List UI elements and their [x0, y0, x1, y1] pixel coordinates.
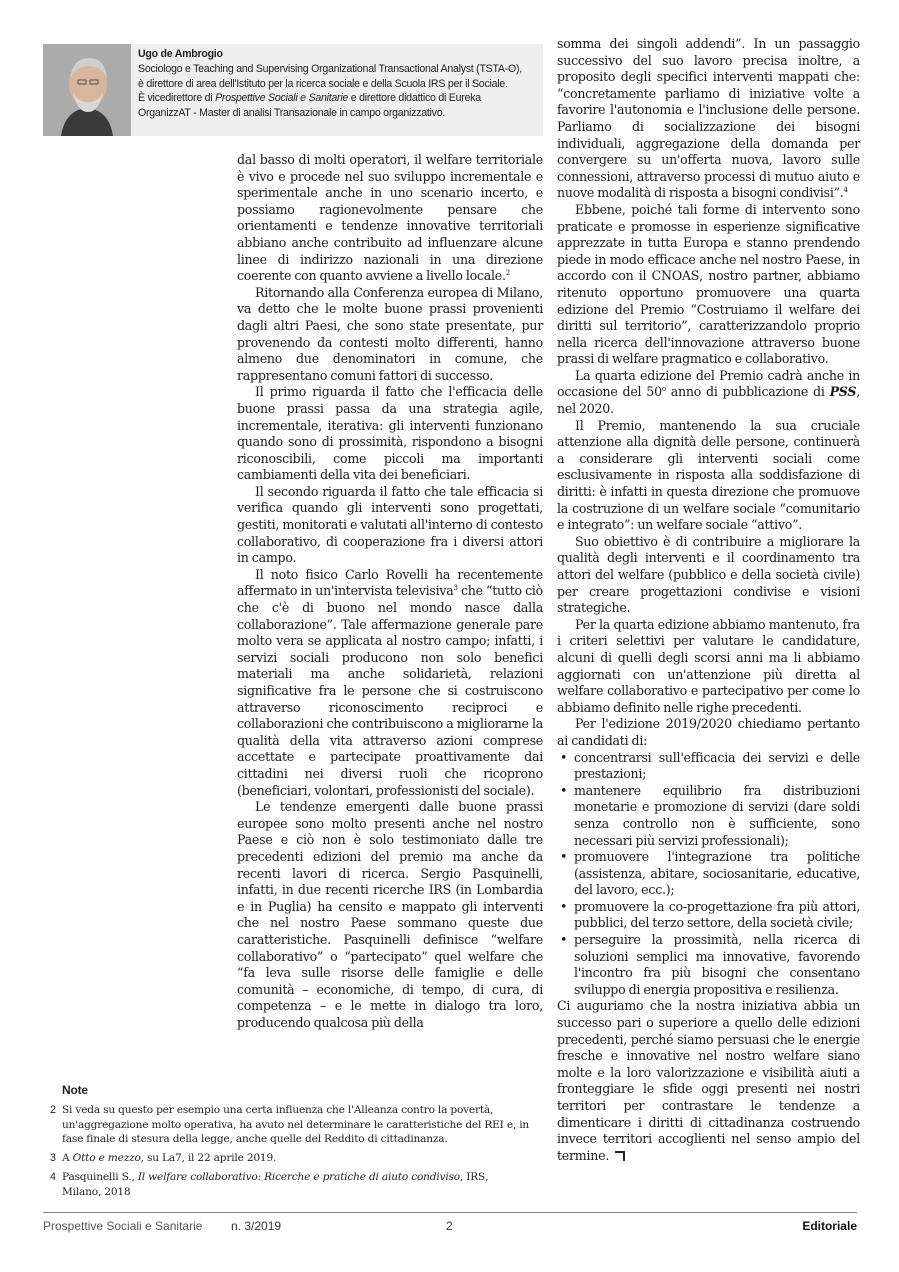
- author-photo: [43, 44, 131, 136]
- article-right-column: [557, 36, 860, 1164]
- criteria-list: [557, 750, 860, 999]
- paragraph: Ritornando alla Conferenza europea di Milano, va detto che le molte buone prassi provenienti dagli altri Paesi, che sono state presentate, pur provenendo da contesti molto differenti, hanno almeno due denominatori in comune, che rappresentano comuni fattori di successo.: [237, 284, 543, 383]
- paragraph: dal basso di molti operatori, il welfare territoriale è vivo e procede nel suo sviluppo incrementale e sperimentale anche in uno scenario incerto, e possiamo ragionevolmente pensare che orientamenti e tendenze innovative territoriali abbiano anche contribuito ad influenzare alcune linee di indirizzo nazionali in una direzione coerente con quanto avviene a livello locale.$^2$: [237, 152, 543, 284]
- footnote: 3 A Otto e mezzo, su La7, il 22 aprile 2019.: [50, 1152, 277, 1165]
- bullet-icon: •: [560, 849, 568, 865]
- paragraph: Suo obiettivo è di contribuire a migliorare la qualità degli interventi e il coordinamento tra attori del welfare (pubblico e della società civile) per creare progettazioni condivise e visioni strategiche.: [557, 533, 860, 616]
- footnote-ref: 4: [843, 186, 848, 195]
- author-bio-box: [43, 44, 543, 136]
- author-name: Ugo de Ambrogio: [138, 48, 223, 60]
- list-item: • perseguire la prossimità, nella ricerca di soluzioni semplici ma innovative, favorendo l'incontro fra più bisogni che consentano sviluppo di energia propositiva e resilienza.: [560, 932, 860, 997]
- footer-divider: [43, 1212, 857, 1213]
- paragraph: Il noto fisico Carlo Rovelli ha recentemente affermato in un'intervista televisiva$^3$ che “tutto ciò che c'è di buono nel mondo nasce dalla collaborazione”. Tale affermazione generale pare molto vera se applicata al nostro campo; infatti, i servizi sociali producono non solo benefici materiali ma anche solidarietà, relazioni significative fra le persone che si costruiscono attraverso riconoscimento reciproci e collaborazioni che contribuiscono a migliorarne la qualità della vita attraverso azioni comprese accettate e partecipate proattivamente dai cittadini nei diversi ruoli che ricoprono (beneficiari, volontari, professionisti del sociale).: [237, 566, 543, 798]
- footer-issue: n. 3/2019: [231, 1219, 282, 1233]
- paragraph: Il Premio, mantenendo la sua cruciale attenzione alla dignità delle persone, continuerà a considerare gli interventi sociali come esclusivamente in risposta alla soddisfazione di diritti: è infatti in questa direzione che promuove la costruzione di un welfare sociale “comunitario e integrato”: un welfare sociale “attivo”.: [557, 417, 860, 533]
- paragraph: Il secondo riguarda il fatto che tale efficacia si verifica quando gli interventi sono progettati, gestiti, monitorati e valutati all'interno di contesto collaborativo, di cooperazione fra i diversi attori in campo.: [237, 483, 543, 566]
- footnote: 2 Si veda su questo per esempio una certa influenza che l'Alleanza contro la povertà, un'aggregazione molto operativa, ha avuto nel determinare le caratteristiche del REI e, in fase finale di stesura della legge, anche quelle del Reddito di cittadinanza.: [50, 1104, 530, 1145]
- footnote-ref: 3: [453, 584, 458, 593]
- paragraph: Ebbene, poiché tali forme di intervento sono praticate e promosse in esperienze significative apprezzate in tutta Europa e stanno prendendo piede in modo efficace anche nel nostro Paese, in accordo con il CNOAS, nostro partner, abbiamo ritenuto opportuno promuovere una quarta edizione del Premio “Costruiamo il welfare dei diritti sul territorio”, caratterizzandolo proprio nella ricerca dell'innovazione attraverso buone prassi di welfare pragmatico e collaborativo.: [557, 201, 860, 367]
- footer-section: Editoriale: [802, 1219, 857, 1233]
- paragraph: Il primo riguarda il fatto che l'efficacia delle buone prassi passa da una strategia agile, incrementale, iterativa: gli interventi funzionano quando sono di prossimità, rispondono a bisogni riconoscibili, come piccoli ma importanti cambiamenti della vita dei beneficiari.: [237, 384, 543, 483]
- bullet-icon: •: [560, 898, 568, 914]
- paragraph: Ci auguriamo che la nostra iniziativa abbia un successo pari o superiore a quello delle edizioni precedenti, perché siamo persuasi che le energie fresche e innovative nel nostro welfare siano molte e la loro valorizzazione e visibilità aiuti a fronteggiare le sfide oggi presenti nei nostri territori per contrastare le tendenze a dimenticare i diritti di cittadinanza costruendo invece territori accoglienti nel senso ampio del termine.: [557, 998, 860, 1163]
- bullet-icon: •: [560, 782, 568, 798]
- footnote-number: 3: [50, 1152, 56, 1165]
- bullet-icon: •: [560, 749, 568, 765]
- author-bio-line: Sociologo e Teaching and Supervising Organizational Transactional Analyst (TSTA-O),: [138, 62, 522, 75]
- footnote-ref: 2: [505, 268, 510, 277]
- end-mark-icon: [615, 1151, 625, 1161]
- author-bio-line: OrganizzAT - Master di analisi Transazionale in campo organizzativo.: [138, 107, 446, 120]
- author-bio-line: è direttore di area dell'Istituto per la ricerca sociale e della Scuola IRS per il Sociale.: [138, 77, 508, 90]
- paragraph: Per la quarta edizione abbiamo mantenuto, fra i criteri selettivi per valutare le candidature, alcuni di quelli degli scorsi anni ma li abbiamo aggiornati con un'attenzione più diretta al welfare collaborativo e partecipativo per come lo abbiamo definito nelle righe precedenti.: [557, 616, 860, 715]
- paragraph: La quarta edizione del Premio cadrà anche in occasione del 50$^o$ anno di pubblicazione di PSS, nel 2020.: [557, 367, 860, 417]
- footnotes: [50, 1083, 530, 1204]
- page-number: 2: [446, 1219, 453, 1233]
- journal-title-inline: Prospettive Sociali e Sanitarie: [215, 92, 349, 105]
- list-item: • promuovere l'integrazione tra politiche (assistenza, abitare, sociosanitarie, educative, del lavoro, ecc.);: [560, 849, 860, 898]
- paragraph: somma dei singoli addendi”. In un passaggio successivo del suo lavoro precisa inoltre, a proposito degli specifici interventi mappati che: “concretamente parliamo di iniziative volte a favorire l'autonomia e l'inclusione delle persone. Parliamo di socializzazione dei bisogni individuali, aggregazione della domanda per convergere su un'offerta nuova, lavoro sulle connessioni, attraverso processi di mutuo aiuto e nuove modalità di risposta a bisogni condivisi”.$^4$: [557, 36, 860, 201]
- footer-journal-title: Prospettive Sociali e Sanitarie: [43, 1219, 203, 1233]
- paragraph: Per l'edizione 2019/2020 chiediamo pertanto ai candidati di:: [557, 716, 860, 748]
- author-bio-text: [138, 47, 538, 121]
- footnote: 4 Pasquinelli S., Il welfare collaborativo: Ricerche e pratiche di aiuto condiviso, IRS, Milano, 2018: [50, 1171, 489, 1198]
- list-item: • mantenere equilibrio fra distribuzioni monetarie e promozione di servizi (dare soldi senza controllo non è sufficiente, sono necessari più servizi professionali);: [560, 782, 860, 848]
- article-left-column: [237, 152, 543, 1031]
- bullet-icon: •: [560, 932, 568, 948]
- page-footer: [43, 1219, 857, 1239]
- footnotes-title: Note: [62, 1083, 88, 1097]
- list-item: • concentrarsi sull'efficacia dei servizi e delle prestazioni;: [560, 749, 860, 782]
- footnote-number: 2: [50, 1104, 56, 1117]
- journal-abbrev: PSS: [829, 384, 857, 400]
- list-item: • promuovere la co-progettazione fra più attori, pubblici, del terzo settore, della società civile;: [560, 898, 860, 931]
- author-bio-line: È vicedirettore di Prospettive Sociali e Sanitarie e direttore didattico di Eureka: [138, 92, 481, 105]
- footnote-number: 4: [50, 1171, 56, 1184]
- paragraph: Le tendenze emergenti dalle buone prassi europee sono molto presenti anche nel nostro Paese e ciò non è solo testimoniato dalle tre precedenti edizioni del premio ma anche da recenti lavori di ricerca. Sergio Pasquinelli, infatti, in due recenti ricerche IRS (in Lombardia e in Puglia) ha censito e mappato gli interventi che nel nostro Paese sommano queste due caratteristiche. Pasquinelli definisce “welfare collaborativo” o “partecipato” quel welfare che “fa leva sulle risorse delle famiglie e delle comunità – economiche, di tempo, di cura, di competenza – e le mette in dialogo tra loro, producendo qualcosa più della: [237, 799, 543, 1030]
